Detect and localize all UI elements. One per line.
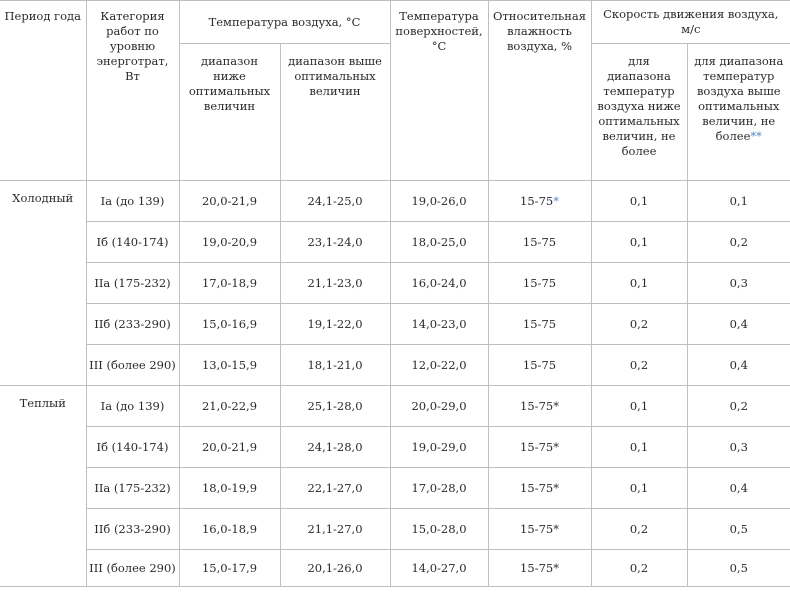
cell-air-temp-below: 13,0-15,9: [179, 345, 280, 386]
cell-air-speed-below: 0,1: [591, 468, 687, 509]
humidity-value: 15-75*: [520, 398, 559, 413]
cell-air-speed-above: 0,4: [687, 345, 790, 386]
cell-air-speed-above: 0,5: [687, 550, 790, 587]
cell-air-speed-above: 0,5: [687, 509, 790, 550]
cell-humidity: [488, 263, 591, 304]
table-row: [0, 386, 790, 427]
cell-humidity: [488, 304, 591, 345]
cell-category: Iб (140-174): [86, 427, 179, 468]
cell-air-temp-above: 23,1-24,0: [280, 222, 390, 263]
cell-humidity: [488, 222, 591, 263]
table-row: [0, 222, 790, 263]
cell-humidity: [488, 345, 591, 386]
cell-air-temp-above: 24,1-25,0: [280, 181, 390, 222]
cell-air-temp-above: 21,1-23,0: [280, 263, 390, 304]
cell-humidity: [488, 427, 591, 468]
cell-air-temp-below: 21,0-22,9: [179, 386, 280, 427]
cell-surface-temp: 17,0-28,0: [390, 468, 488, 509]
cell-surface-temp: 20,0-29,0: [390, 386, 488, 427]
cell-category: IIб (233-290): [86, 304, 179, 345]
table-row: [0, 345, 790, 386]
cell-category: IIб (233-290): [86, 509, 179, 550]
cell-category: Iа (до 139): [86, 386, 179, 427]
cell-air-speed-above: 0,3: [687, 263, 790, 304]
cell-air-temp-below: 18,0-19,9: [179, 468, 280, 509]
cell-air-temp-below: 16,0-18,9: [179, 509, 280, 550]
header-surface-temp: Температура поверхностей, °С: [390, 1, 488, 181]
cell-air-speed-below: 0,2: [591, 550, 687, 587]
header-air-speed: Скорость движения воздуха, м/с: [591, 1, 790, 44]
cell-surface-temp: 14,0-27,0: [390, 550, 488, 587]
cell-humidity: [488, 509, 591, 550]
cell-air-temp-above: 24,1-28,0: [280, 427, 390, 468]
cell-air-temp-above: 18,1-21,0: [280, 345, 390, 386]
cell-air-temp-above: 19,1-22,0: [280, 304, 390, 345]
cell-air-temp-above: 21,1-27,0: [280, 509, 390, 550]
table-row: [0, 304, 790, 345]
cell-air-speed-above: 0,2: [687, 386, 790, 427]
cell-category: III (более 290): [86, 550, 179, 587]
cell-air-speed-below: 0,1: [591, 263, 687, 304]
header-humidity: Относительная влажность воздуха, %: [488, 1, 591, 181]
humidity-value: 15-75: [522, 316, 557, 331]
humidity-value: 15-75*: [520, 560, 559, 575]
cell-air-speed-below: 0,1: [591, 386, 687, 427]
cell-air-temp-above: 25,1-28,0: [280, 386, 390, 427]
cell-period: Холодный: [0, 181, 86, 386]
header-air-temp: Температура воздуха, °С: [179, 1, 390, 44]
header-category: Категория работ по уровню энерготрат, Вт: [86, 1, 179, 181]
cell-surface-temp: 19,0-26,0: [390, 181, 488, 222]
table-body: [0, 181, 790, 587]
cell-air-speed-below: 0,1: [591, 222, 687, 263]
table-row: [0, 427, 790, 468]
cell-air-temp-below: 17,0-18,9: [179, 263, 280, 304]
humidity-value: 15-75*: [520, 439, 559, 454]
cell-surface-temp: 15,0-28,0: [390, 509, 488, 550]
table-row: [0, 181, 790, 222]
cell-air-speed-below: 0,1: [591, 427, 687, 468]
cell-air-speed-below: 0,2: [591, 509, 687, 550]
cell-air-temp-above: 22,1-27,0: [280, 468, 390, 509]
humidity-value: 15-75: [520, 193, 554, 208]
humidity-value: 15-75*: [520, 521, 559, 536]
cell-surface-temp: 12,0-22,0: [390, 345, 488, 386]
header-air-temp-above: диапазон выше оптимальных величин: [280, 44, 390, 181]
asterisk-mark: *: [553, 193, 559, 208]
cell-surface-temp: 14,0-23,0: [390, 304, 488, 345]
table-row: [0, 263, 790, 304]
cell-air-temp-below: 15,0-16,9: [179, 304, 280, 345]
cell-air-speed-above: 0,4: [687, 468, 790, 509]
cell-air-temp-below: 20,0-21,9: [179, 427, 280, 468]
double-asterisk-mark: **: [750, 129, 762, 143]
cell-humidity: [488, 386, 591, 427]
humidity-value: 15-75: [522, 275, 557, 290]
cell-air-speed-below: 0,2: [591, 304, 687, 345]
cell-air-speed-below: 0,2: [591, 345, 687, 386]
cell-surface-temp: 19,0-29,0: [390, 427, 488, 468]
header-period: Период года: [0, 1, 86, 181]
table-row: [0, 550, 790, 587]
cell-surface-temp: 16,0-24,0: [390, 263, 488, 304]
table-row: [0, 468, 790, 509]
header-air-temp-below: диапазон ниже оптимальных величин: [179, 44, 280, 181]
cell-air-temp-below: 20,0-21,9: [179, 181, 280, 222]
header-air-speed-below: для диапазона температур воздуха ниже оптимальных величин, не более: [591, 44, 687, 181]
cell-category: IIа (175-232): [86, 263, 179, 304]
cell-humidity: [488, 181, 591, 222]
cell-air-temp-below: 15,0-17,9: [179, 550, 280, 587]
cell-air-speed-above: 0,3: [687, 427, 790, 468]
header-air-speed-above: [687, 44, 790, 181]
cell-category: III (более 290): [86, 345, 179, 386]
humidity-value: 15-75*: [520, 480, 559, 495]
cell-period: Теплый: [0, 386, 86, 587]
cell-air-speed-above: 0,4: [687, 304, 790, 345]
table-row: [0, 509, 790, 550]
cell-air-temp-below: 19,0-20,9: [179, 222, 280, 263]
cell-category: Iб (140-174): [86, 222, 179, 263]
cell-air-speed-above: 0,1: [687, 181, 790, 222]
cell-air-temp-above: 20,1-26,0: [280, 550, 390, 587]
cell-air-speed-below: 0,1: [591, 181, 687, 222]
cell-category: Iа (до 139): [86, 181, 179, 222]
humidity-value: 15-75: [522, 357, 557, 372]
cell-air-speed-above: 0,2: [687, 222, 790, 263]
header-air-speed-above-text: для диапазона температур воздуха выше оптимальных величин, не более: [694, 54, 784, 143]
cell-humidity: [488, 550, 591, 587]
humidity-value: 15-75: [522, 234, 557, 249]
cell-category: IIа (175-232): [86, 468, 179, 509]
cell-humidity: [488, 468, 591, 509]
cell-surface-temp: 18,0-25,0: [390, 222, 488, 263]
